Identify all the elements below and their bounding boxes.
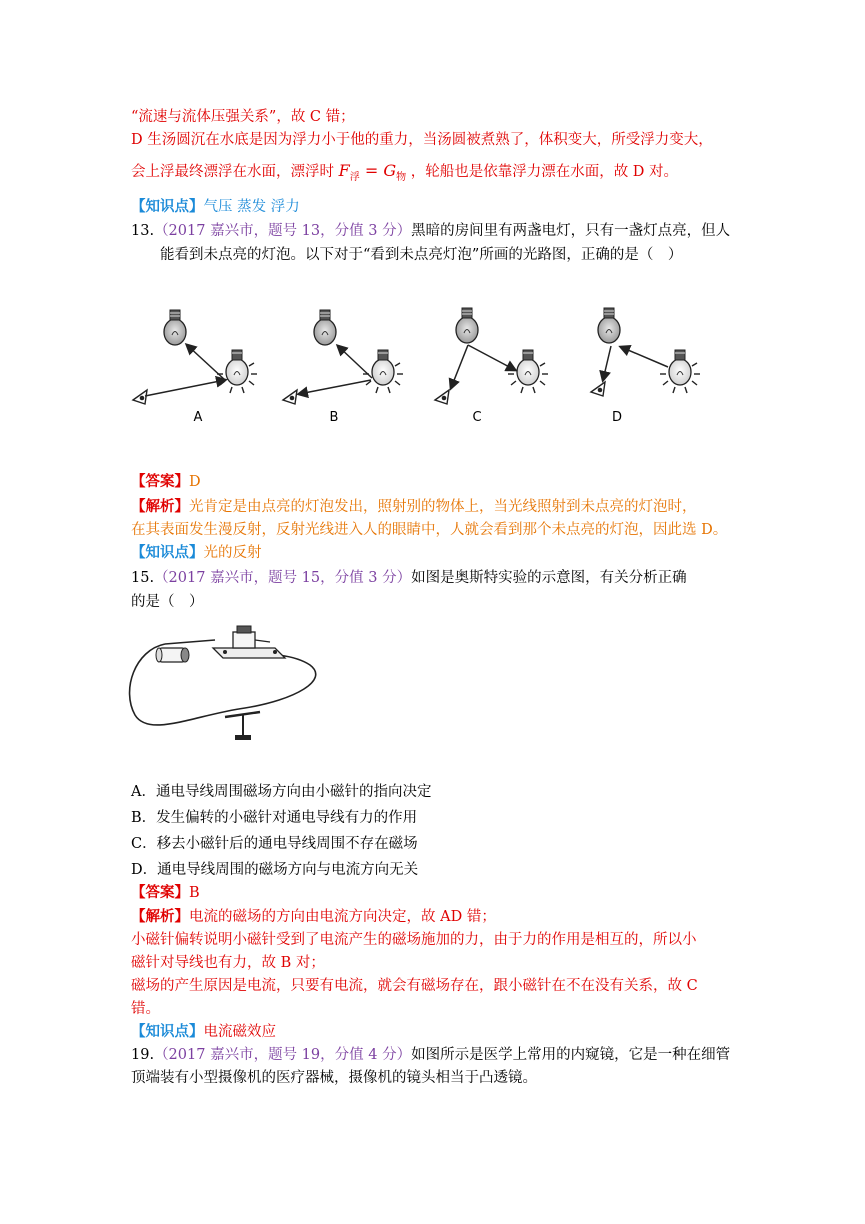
- q15-number: 15.: [131, 570, 155, 586]
- prev-line-2: D 生汤圆沉在水底是因为浮力小于他的重力，当汤圆被煮熟了，体积变大，所受浮力变大，: [131, 132, 713, 148]
- q15-analysis-line-2: 小磁针偏转说明小磁针受到了电流产生的磁场施加的力，由于力的作用是相互的，所以小: [131, 932, 697, 948]
- diagram-c: [435, 308, 548, 425]
- q15-knowledge-point: 【知识点】电流磁效应: [131, 1023, 276, 1040]
- q13-answer: 【答案】D: [131, 473, 201, 490]
- q15-figure: [125, 620, 325, 750]
- prev-line-1: “流速与流体压强关系”，故 C 错；: [131, 109, 355, 125]
- q15-option-b: B．发生偏转的小磁针对通电导线有力的作用: [131, 810, 418, 826]
- prev-line-3: [131, 161, 678, 188]
- q15-option-c: C．移去小磁针后的通电导线周围不存在磁场: [131, 836, 418, 852]
- kp-value: 气压 蒸发 浮力: [203, 199, 300, 215]
- q13-number: 13.: [131, 223, 155, 239]
- q13-analysis-line-2: 在其表面发生漫反射，反射光线进入人的眼睛中，人就会看到那个未点亮的灯泡，因此选 D。: [131, 522, 728, 538]
- q13-analysis-line-1: 【解析】光肯定是由点亮的灯泡发出，照射别的物体上，当光线照射到未点亮的灯泡时，: [131, 498, 697, 515]
- q13-knowledge-point: 【知识点】光的反射: [131, 544, 262, 561]
- prev-line-3b: ，轮船也是依靠浮力漂在水面，故 D 对。: [410, 164, 679, 180]
- kp-label: 【知识点】: [131, 198, 204, 215]
- q15-answer: 【答案】B: [131, 884, 200, 901]
- prev-knowledge-point: [131, 197, 300, 217]
- q15-stem-line-1: 15.（2017 嘉兴市，题号 15，分值 3 分）如图是奥斯特实验的示意图，有关分析正确: [131, 570, 687, 586]
- q13-stem-line-2: 能看到未点亮的灯泡。以下对于“看到未点亮灯泡”所画的光路图，正确的是（ ）: [160, 247, 683, 263]
- q15-analysis-line-3: 磁针对导线也有力，故 B 对；: [131, 955, 325, 971]
- option-a-label: A: [193, 410, 203, 425]
- q15-stem-line-2: 的是（ ）: [131, 594, 204, 610]
- switch-icon: [213, 626, 285, 658]
- q13-source: （2017 嘉兴市，题号 13，分值 3 分）: [154, 223, 412, 239]
- formula-float: $F_浮 = G_物$: [338, 161, 407, 183]
- q19-stem-line-1: 19.（2017 嘉兴市，题号 19，分值 4 分）如图所示是医学上常用的内窥镜，它是一种在细管: [131, 1047, 731, 1063]
- compass-needle-icon: [225, 712, 260, 740]
- option-c-label: C: [472, 410, 482, 425]
- q15-option-d: D．通电导线周围的磁场方向与电流方向无关: [131, 862, 419, 878]
- battery-icon: [156, 648, 189, 662]
- q13-figure: [125, 300, 715, 430]
- q15-option-a: A．通电导线周围磁场方向由小磁针的指向决定: [131, 784, 432, 800]
- prev-line-3a: 会上浮最终漂浮在水面，漂浮时: [131, 164, 334, 180]
- diagram-a: [133, 310, 257, 425]
- diagram-d: [591, 308, 700, 425]
- q15-analysis-line-4: 磁场的产生原因是电流，只要有电流，就会有磁场存在，跟小磁针在不在没有关系，故 C: [131, 978, 698, 994]
- option-d-label: D: [611, 410, 623, 425]
- q19-source: （2017 嘉兴市，题号 19，分值 4 分）: [154, 1047, 412, 1063]
- option-b-label: B: [329, 410, 339, 425]
- q15-source: （2017 嘉兴市，题号 15，分值 3 分）: [154, 570, 412, 586]
- q19-number: 19.: [131, 1047, 155, 1063]
- q15-analysis-line-5: 错。: [131, 1001, 160, 1017]
- q19-stem-line-2: 顶端装有小型摄像机的医疗器械，摄像机的镜头相当于凸透镜。: [131, 1070, 537, 1086]
- diagram-b: [283, 310, 403, 425]
- q15-analysis-line-1: 【解析】电流的磁场的方向由电流方向决定，故 AD 错；: [131, 908, 496, 925]
- q13-stem-line-1: 13.（2017 嘉兴市，题号 13，分值 3 分）黑暗的房间里有两盏电灯，只有一盏灯点亮，但人: [131, 223, 731, 239]
